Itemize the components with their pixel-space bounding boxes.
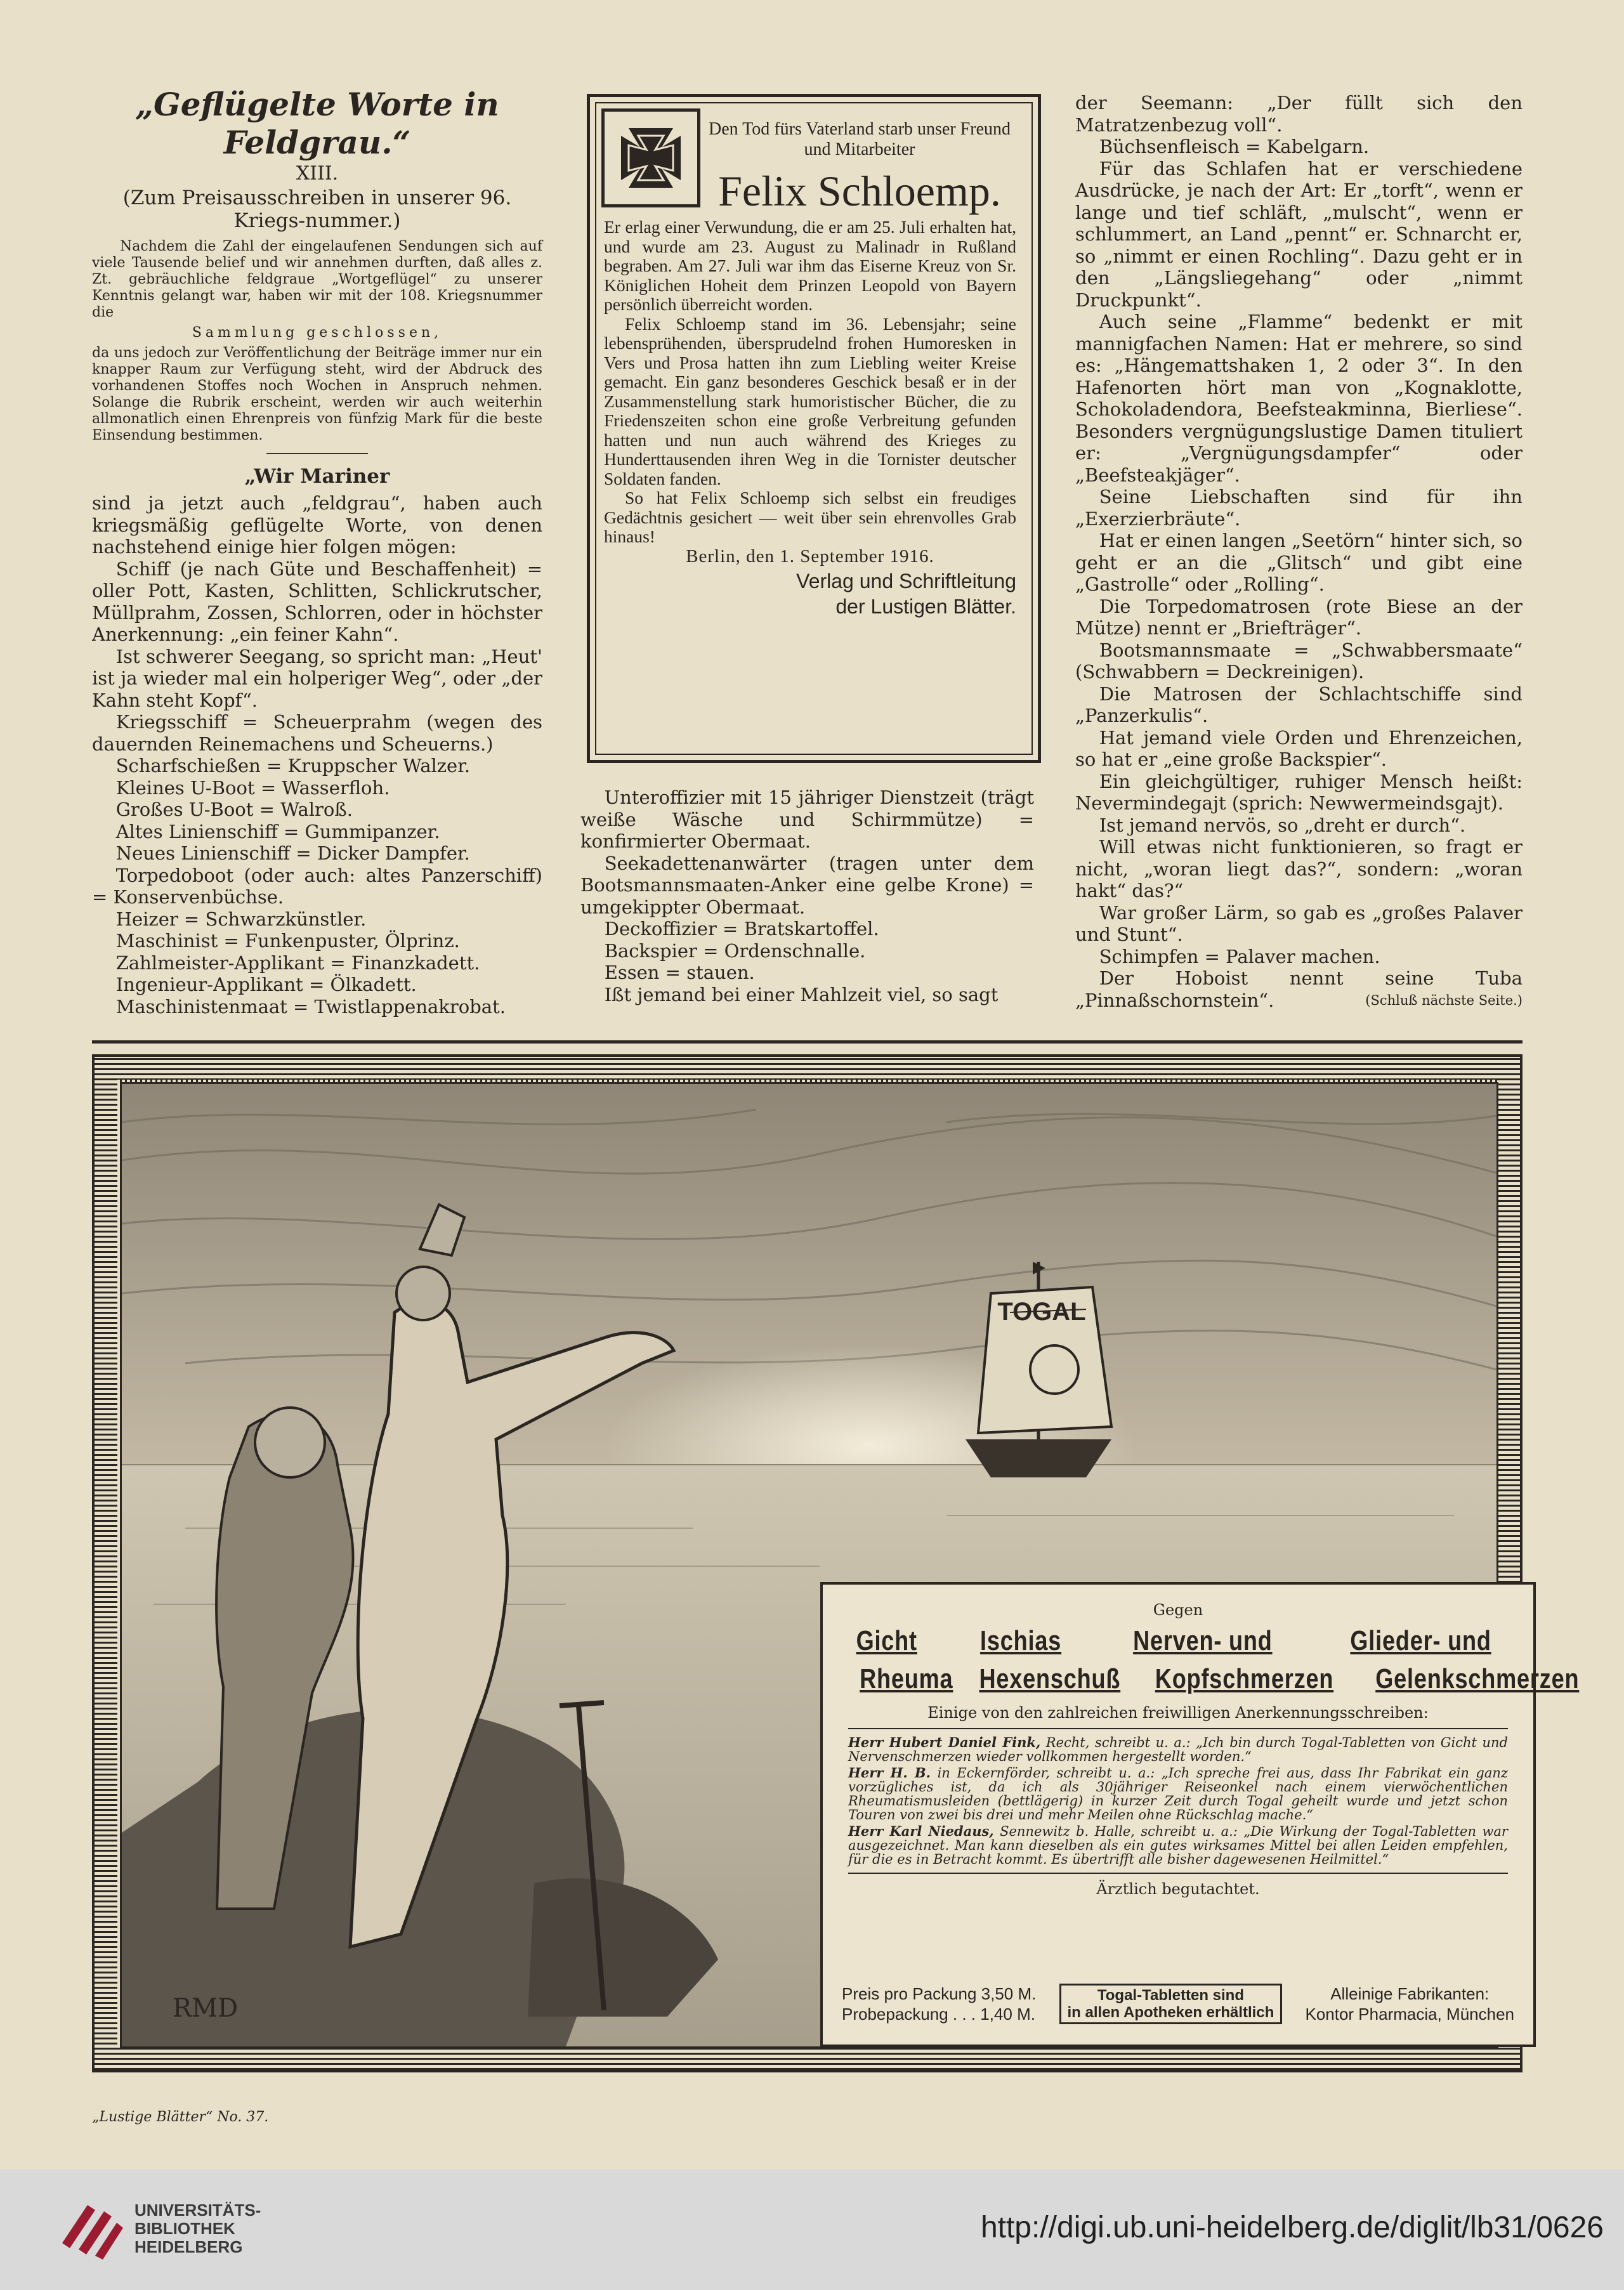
- price-sample: Probepackung . . . 1,40 M.: [842, 2005, 1035, 2024]
- ailment: Glieder- und: [1350, 1625, 1491, 1656]
- library-name-line: BIBLIOTHEK: [134, 2219, 235, 2238]
- availability-line-2: in allen Apotheken erhältlich: [1067, 2004, 1274, 2021]
- text-line-last: Der Hoboist nennt seine Tuba „Pinnaßschornstein“.: [1075, 967, 1522, 1011]
- text-line: Deckoffizier = Bratskartoffel.: [604, 918, 879, 939]
- editorial-note-part1: Nachdem die Zahl der eingelaufenen Sendungen sich auf viele Tausende belief und wir annehmen durften, daß alles z. Zt. gebräuchliche feldgraue „Wortgeflügel“ zu unserer Kenntnis gelangt war, haben wir mit der 108. Kriegsnummer die: [92, 238, 542, 320]
- obituary-name: Felix Schloemp.: [718, 167, 1001, 215]
- right-column: [1075, 92, 1522, 1011]
- text-line: Kleines U-Boot = Wasserfloh.: [115, 776, 390, 799]
- text-line: Seine Liebschaften sind für ihn „Exerzierbräute“.: [1075, 486, 1522, 530]
- ailment: Gicht: [856, 1625, 917, 1656]
- section-heading: „Wir Mariner: [244, 464, 390, 488]
- ad-rule: [848, 1728, 1508, 1729]
- obituary-place-date: Berlin, den 1. September 1916.: [686, 546, 934, 566]
- testimonial-author: Herr Karl Niedaus,: [848, 1823, 994, 1839]
- ad-availability: [1059, 1984, 1283, 2024]
- text-line: Hat er einen langen „Seetörn“ hinter sich, so geht er an die „Glitsch“ und gibt eine „Gastrolle“ oder „Rolling“.: [1075, 530, 1522, 595]
- text-line: Maschinist = Funkenpuster, Ölprinz.: [115, 930, 460, 952]
- text-line: Großes U-Boot = Walroß.: [115, 799, 353, 820]
- text-line: Ein gleichgültiger, ruhiger Mensch heißt: Nevermindegajt (sprich: Newwermeindsgajt).: [1075, 770, 1522, 814]
- manufacturer-line-1: Alleinige Fabrikanten:: [1330, 1984, 1490, 2003]
- price-pack: Preis pro Packung 3,50 M.: [842, 1984, 1037, 2003]
- text-line: Altes Linienschiff = Gummipanzer.: [115, 820, 440, 842]
- testimonial: [823, 1766, 1533, 1822]
- text-line: Torpedoboot (oder auch: altes Panzerschiff) = Konservenbüchse.: [92, 864, 542, 908]
- ailment: Nerven- und: [1132, 1625, 1273, 1656]
- obituary-paragraph: So hat Felix Schloemp sich selbst ein freudiges Gedächtnis gesichert — weit über sein ehrenvolles Grab hinaus!: [604, 488, 1016, 546]
- collection-closed: Sammlung geschlossen,: [192, 324, 443, 341]
- editorial-note-part2: da uns jedoch zur Veröffentlichung der Beiträge immer nur ein knapper Raum zur Verfügung steht, wird der Abdruck des vorhandenen Stoffes noch Wochen in Anspruch nehmen. Solange die Rubrik erscheint, werden wir auch weiterhin allmonatlich einen Ehrenpreis von fünfzig Mark für die beste Einsendung bestimmen.: [92, 344, 542, 443]
- ad-rule: [848, 1873, 1508, 1874]
- text-line: Essen = stauen.: [604, 962, 755, 983]
- ailment: Kopfschmerzen: [1155, 1663, 1334, 1694]
- article-title: „Geflügelte Worte in Feldgrau.“: [135, 86, 499, 161]
- text-line: Backspier = Ordenschnalle.: [604, 939, 866, 962]
- togal-advertisement: [92, 1054, 1580, 2072]
- text-line: sind ja jetzt auch „feldgrau“, haben auch kriegsmäßig geflügelte Worte, von denen nachstehend einige hier folgen mögen:: [92, 492, 542, 558]
- text-line: Will etwas nicht funktionieren, so fragt er nicht, „woran liegt das?“, sondern: „woran hakt“ das?“: [1075, 836, 1522, 901]
- ailment: Ischias: [980, 1625, 1062, 1656]
- library-bar: [0, 2169, 1624, 2290]
- text-line: Seekadettenanwärter (tragen unter dem Bootsmannsmaaten-Anker eine gelbe Krone) = umgekippter Obermaat.: [580, 852, 1034, 918]
- testimonial: [823, 1736, 1533, 1763]
- text-line: Schiff (je nach Güte und Beschaffenheit) = oller Pott, Kasten, Schlitten, Schlickrutscher, Müllprahm, Zossen, Schlorren, oder in höchster Anerkennung: „ein feiner Kahn“.: [92, 558, 542, 645]
- ailment: Rheuma: [860, 1663, 953, 1694]
- text-line: Kriegsschiff = Scheuerprahm (wegen des dauernden Reinemachens und Scheuerns.): [92, 711, 542, 755]
- obituary-header: Den Tod fürs Vaterland starb unser Freund und Mitarbeiter: [708, 119, 1011, 159]
- obituary-signature-1: Verlag und Schriftleitung: [796, 570, 1016, 592]
- ad-medically-reviewed: Ärztlich begutachtet.: [1096, 1880, 1260, 1898]
- ad-gegen: Gegen: [1153, 1601, 1203, 1619]
- text-line: Büchsenfleisch = Kabelgarn.: [1099, 136, 1370, 157]
- ad-manufacturer: [1305, 1984, 1514, 2024]
- iron-cross-icon: [601, 108, 700, 207]
- article-subtitle: (Zum Preisausschreiben in unserer 96. Kriegs-nummer.): [122, 186, 512, 232]
- testimonial-author: Herr H. B.: [848, 1765, 931, 1781]
- testimonial-text: Recht, schreibt u. a.: „Ich bin durch Togal-Tabletten von Gicht und Nervenschmerzen wieder vollkommen hergestellt worden.“: [848, 1735, 1508, 1764]
- ship-sail-label: TOGAL: [997, 1298, 1086, 1326]
- artist-monogram: RMD: [173, 1994, 239, 2023]
- text-line: Hat jemand viele Orden und Ehrenzeichen, so hat er „eine große Backspier“.: [1075, 726, 1522, 770]
- text-line: Heizer = Schwarzkünstler.: [115, 908, 367, 930]
- library-name[interactable]: [134, 2201, 261, 2256]
- editorial-note: [92, 239, 542, 321]
- text-line: Ist schwerer Seegang, so spricht man: „Heut' ist ja wieder mal ein holperiger Weg“, oder „der Kahn steht Kopf“.: [92, 645, 542, 711]
- text-line: Ingenieur-Applikant = Ölkadett.: [115, 974, 417, 995]
- ad-prices: [842, 1984, 1036, 2024]
- testimonial-text: Sennewitz b. Halle, schreibt u. a.: „Die Wirkung der Togal-Tabletten war ausgezeichnet. Man kann dieselben als ein gutes wirksames Mittel bei allen Leiden empfehlen, für die es in Betracht kommt. Es übertrifft alle bisher dagewesenen Heilmittel.“: [848, 1824, 1508, 1867]
- manufacturer-line-2: Kontor Pharmacia, München: [1305, 2005, 1514, 2024]
- issue-footer: „Lustige Blätter“ No. 37.: [92, 2109, 269, 2125]
- text-line: Ißt jemand bei einer Mahlzeit viel, so sagt: [604, 983, 999, 1005]
- text-line: Auch seine „Flamme“ bedenkt er mit mannigfachen Namen: Hat er mehrere, so sind es: „Hängemattshaken 1, 2 oder 3“. In den Hafenorten hört man von „Kognaklotte, Schokoladendora, Beefsteakminna, Bierliese“. Besonders vergnügungslustige Damen tituliert er: „Vergnügungsdampfer“ oder „Beefsteakjäger“.: [1075, 311, 1522, 486]
- text-line: Zahlmeister-Applikant = Finanzkadett.: [115, 952, 480, 974]
- article-number: XIII.: [296, 162, 339, 185]
- continuation-note: (Schluß nächste Seite.): [1365, 992, 1522, 1008]
- text-line: Neues Linienschiff = Dicker Dampfer.: [115, 842, 470, 864]
- text-line: Für das Schlafen hat er verschiedene Ausdrücke, je nach der Art: Er „torft“, wenn er lange und tief schläft, „mulscht“, wenn er schlummert, an Land „pennt“ er. Schnarcht er, so „nimmt er einen Rochling“. Dazu geht er in den „Längsliegehang“ oder „nimmt Druckpunkt“.: [1075, 157, 1522, 311]
- text-line: Die Matrosen der Schlachtschiffe sind „Panzerkulis“.: [1075, 683, 1522, 726]
- availability-line-1: Togal-Tabletten sind: [1097, 1987, 1244, 2004]
- text-line: [1075, 967, 1522, 1011]
- library-logo-icon[interactable]: [56, 2192, 126, 2262]
- ad-ailments-row-1: [823, 1625, 1533, 1657]
- separator: [266, 453, 368, 454]
- text-line: Scharfschießen = Kruppscher Walzer.: [115, 755, 471, 776]
- left-column: [92, 86, 542, 1017]
- testimonial: [823, 1824, 1533, 1866]
- text-line: War großer Lärm, so gab es „großes Palaver und Stunt“.: [1075, 901, 1522, 945]
- section-divider: [92, 1040, 1522, 1044]
- page-url-link[interactable]: http://digi.ub.uni-heidelberg.de/diglit/lb31/0626: [980, 2211, 1604, 2244]
- ad-footer: [842, 1984, 1514, 2024]
- obituary-paragraph: Er erlag einer Verwundung, die er am 25. Juli erhalten hat, und wurde am 23. August zu Malinadr in Rußland begraben. Am 27. Juli war ihm das Eiserne Kreuz von Sr. Königlichen Hoheit dem Prinzen Leopold von Bayern persönlich überreicht worden.: [604, 217, 1016, 314]
- middle-column: [580, 787, 1034, 1005]
- ad-testimonials-intro: Einige von den zahlreichen freiwilligen Anerkennungsschreiben:: [927, 1704, 1429, 1722]
- ad-ailments-row-2: [823, 1663, 1580, 1695]
- text-line: Maschinistenmaat = Twistlappenakrobat.: [115, 995, 506, 1017]
- ailment: Gelenkschmerzen: [1375, 1663, 1580, 1694]
- text-line: Schimpfen = Palaver machen.: [1099, 945, 1380, 967]
- obituary-box: [587, 94, 1041, 763]
- obituary-paragraph: Felix Schloemp stand im 36. Lebensjahr; seine lebensprühenden, übersprudelnd frohen Humoresken in Vers und Prosa hatten ihn zum Liebling weiter Kreise gemacht. Ein ganz besonderes Geschick besaß er in der Zusammenstellung stark humoristischer Bücher, die zu Friedenszeiten schon eine große Verbreitung gefunden hatten und nun auch während des Krieges zu Hunderttausenden ihren Weg in die Tornister deutscher Soldaten fanden.: [604, 313, 1016, 488]
- library-name-line: HEIDELBERG: [134, 2237, 243, 2256]
- text-line: Die Torpedomatrosen (rote Biese an der Mütze) nennt er „Briefträger“.: [1075, 595, 1522, 639]
- obituary-signature-2: der Lustigen Blätter.: [835, 595, 1016, 618]
- testimonial-author: Herr Hubert Daniel Fink,: [848, 1734, 1041, 1750]
- testimonial-text: in Eckernförder, schreibt u. a.: „Ich spreche frei aus, dass Ihr Fabrikat ein ganz vorzügliches ist, da ich als 30jähriger Reiseonkel nach einem vierwöchentlichen Rheumatismusleiden (bettlägerig) in kurzer Zeit durch Togal geheilt wurde und jetzt schon Touren von zwei bis drei und mehr Meilen ohne Rückschlag mache.“: [848, 1765, 1508, 1822]
- text-line: der Seemann: „Der füllt sich den Matratzenbezug voll“.: [1075, 92, 1522, 136]
- ad-text-box: [820, 1582, 1580, 2047]
- library-name-line: UNIVERSITÄTS-: [134, 2201, 261, 2220]
- text-line: Unteroffizier mit 15 jähriger Dienstzeit (trägt weiße Wäsche und Schirmmütze) = konfirmierter Obermaat.: [580, 787, 1034, 852]
- ailment: Hexenschuß: [979, 1663, 1120, 1694]
- text-line: Ist jemand nervös, so „dreht er durch“.: [1099, 814, 1466, 836]
- text-line: Bootsmannsmaate = „Schwabbersmaate“ (Schwabbern = Deckreinigen).: [1075, 639, 1522, 683]
- obituary-body: [604, 218, 1016, 619]
